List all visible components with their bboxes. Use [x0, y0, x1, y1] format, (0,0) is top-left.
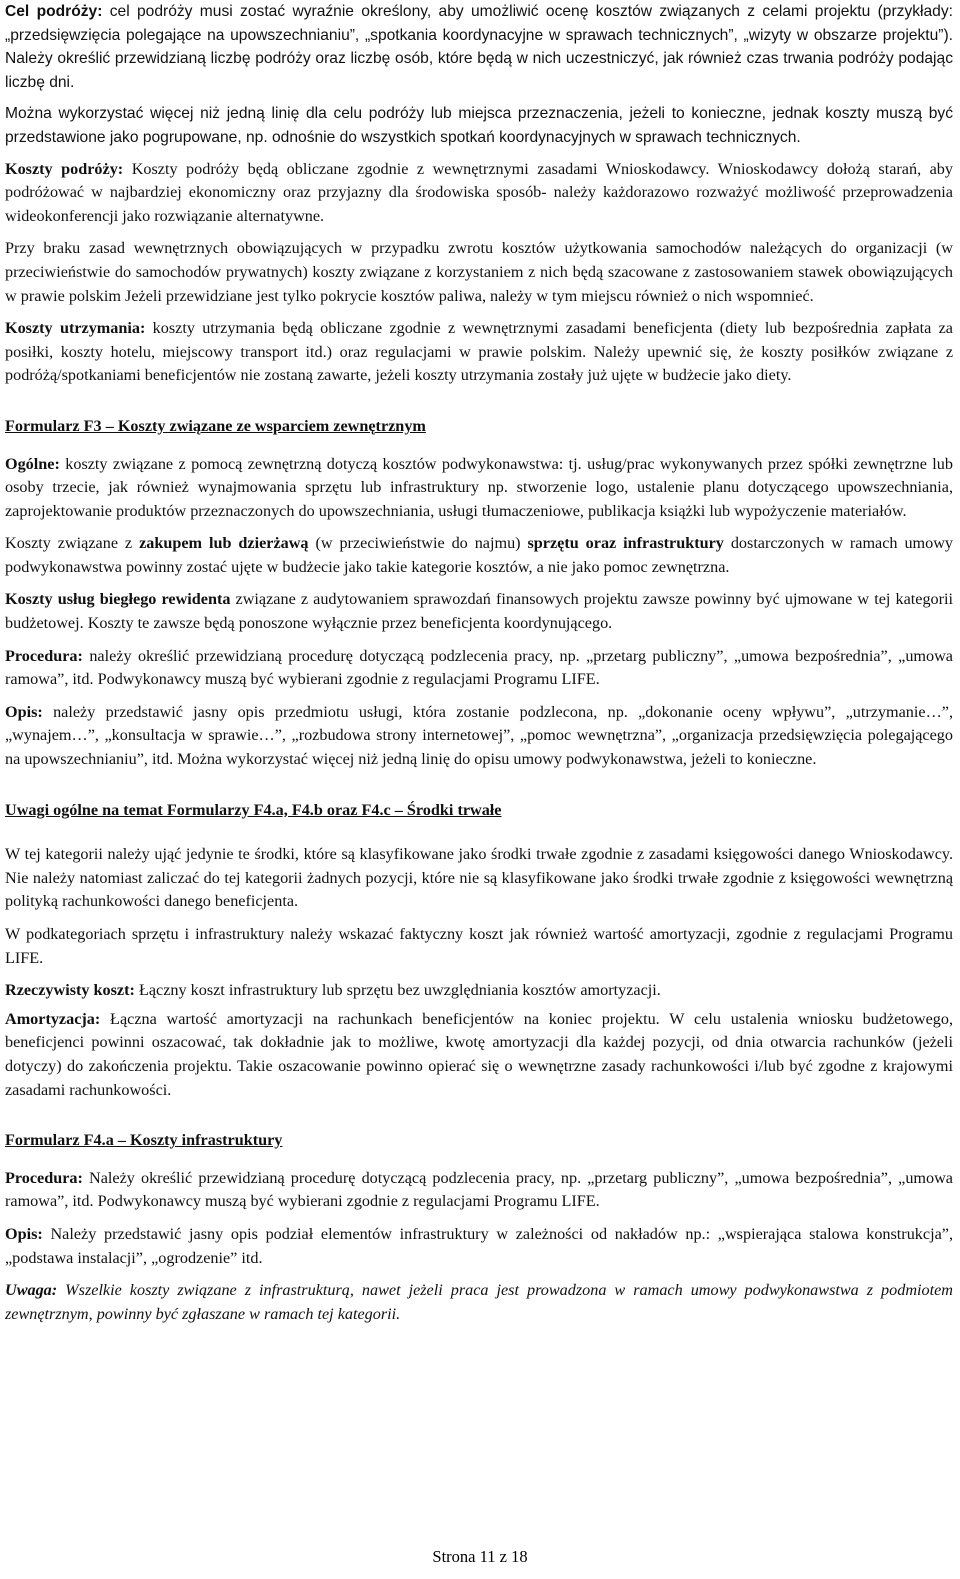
label-procedure-f3: Procedura: [5, 646, 83, 665]
label-travel-purpose: Cel podróży: [5, 3, 103, 20]
document-page [5, 0, 953, 1335]
text-fixed-assets-category: W tej kategorii należy ująć jedynie te środki, które są klasyfikowane jako środki trwałe zgodnie z zasadami księgowości danego Wnioskodawcy. Nie należy natomiast zaliczać do tej kategorii żadnych pozycji, które nie są klasyfikowane jako środki trwałe zgodnie z księgowości wewnętrzną polityką rachunkowości danego beneficjenta. [5, 845, 953, 911]
text-description-f4a: Należy przedstawić jasny opis podział elementów infrastruktury w zależności od nakładów np.: „wspierająca stalowa konstrukcja”, „podstawa instalacji”, „ogrodzenie” itd. [5, 1224, 953, 1267]
label-general: Ogólne: [5, 454, 60, 473]
heading-form-f3: Formularz F3 – Koszty związane ze wsparciem zewnętrznym [5, 416, 426, 435]
paragraph-actual-cost [5, 979, 953, 1003]
text-travel-purpose: cel podróży musi zostać wyraźnie określony, aby umożliwić ocenę kosztów związanych z celami projektu (przykłady: „przedsięwzięcia polegające na upowszechnianiu”, „spotkania koordynacyjne w sprawach technicznych”, „wizyty w obszarze projektu”). Należy określić przewidzianą liczbę podróży oraz liczbę osób, które będą w nich uczestniczyć, jak również czas trwania podróży podając liczbę dni. [5, 3, 953, 91]
text-procedure-f4a: Należy określić przewidzianą procedurę dotyczącą podzlecenia pracy, np. „przetarg publiczny”, „umowa bezpośrednia”, „umowa ramowa”, itd. Podwykonawcy muszą być wybierani zgodnie z regulacjami Programu LIFE. [5, 1168, 953, 1211]
paragraph-subsistence-costs [5, 317, 953, 388]
label-description-f3: Opis: [5, 702, 43, 721]
paragraph-general [5, 453, 953, 524]
text-depreciation: Łączna wartość amortyzacji na rachunkach beneficjentów na koniec projektu. W celu ustalenia wniosku budżetowego, beneficjenci powinni oszacować, tak dokładnie jak to możliwe, kwotę amortyzacji dla każdej pozycji, od dnia otwarcia rachunków (jeżeli dotyczy) do zakończenia projektu. Takie oszacowanie powinno opierać się o wewnętrzne zasady rachunkowości i/lub być zgodne z krajowymi zasadami rachunkowości. [5, 1009, 953, 1099]
text-purchase-lease-1: Koszty związane z [5, 534, 140, 553]
paragraph-travel-costs [5, 158, 953, 229]
paragraph-fixed-assets-category [5, 843, 953, 914]
text-car-usage: Przy braku zasad wewnętrznych obowiązujących w przypadku zwrotu kosztów użytkowania samochodów należących do organizacji (w przeciwieństwie do samochodów prywatnych) koszty związane z korzystaniem z nich będą szacowane z zastosowaniem stawek obowiązujących w prawie polskim Jeżeli przewidziane jest tylko pokrycie kosztów paliwa, należy w tym miejscu również o nich wspomnieć. [5, 239, 953, 305]
label-travel-costs: Koszty podróży: [5, 159, 124, 178]
label-note: Uwaga: [5, 1281, 58, 1300]
paragraph-auditor-costs [5, 588, 953, 635]
paragraph-procedure-f3 [5, 645, 953, 692]
text-actual-cost: Łączny koszt infrastruktury lub sprzętu bez uwzględniania kosztów amortyzacji. [134, 981, 661, 1000]
label-auditor-costs: Koszty usług biegłego rewidenta [5, 590, 231, 609]
bold-equipment-infrastructure: sprzętu oraz infrastruktury [527, 534, 724, 553]
text-procedure-f3: należy określić przewidzianą procedurę dotyczącą podzlecenia pracy, np. „przetarg publiczny”, „umowa bezpośrednia”, „umowa ramowa”, itd. Podwykonawcy muszą być wybierani zgodnie z regulacjami Programu LIFE. [5, 646, 953, 689]
paragraph-depreciation [5, 1008, 953, 1102]
label-procedure-f4a: Procedura: [5, 1168, 83, 1187]
text-auditor-costs: związane z audytowaniem sprawozdań finansowych projektu zawsze powinny być ujmowane w tej kategorii budżetowej. Koszty te zawsze będą ponoszone wyłącznie przez beneficjenta koordynującego. [5, 590, 954, 633]
paragraph-description-f3 [5, 701, 953, 772]
text-general: koszty związane z pomocą zewnętrzną dotyczą kosztów podwykonawstwa: tj. usług/prac wykonywanych przez spółki zewnętrzne lub osoby trzecie, jak również wynajmowania sprzętu lub infrastruktury np. stworzenie logo, ustalenie planu dotyczącego upowszechniania, zaprojektowanie produktów przeznaczonych do upowszechniania, usługi tłumaczeniowe, publikacja książki lub wypożyczenie materiałów. [5, 454, 953, 520]
label-description-f4a: Opis: [5, 1224, 43, 1243]
text-description-f3: należy przedstawić jasny opis przedmiotu usługi, która zostanie podzlecona, np. „dokonanie oceny wpływu”, „utrzymanie…”, „wynajem…”, „konsultacja w sprawie…”, „rozbudowa strony internetowej”, „pomoc wewnętrzna”, „organizacja przedsięwzięcia polegającego na upowszechnianiu”, itd. Można wykorzystać więcej niż jedną linię do opisu umowy podwykonawstwa, jeżeli to konieczne. [5, 702, 953, 769]
heading-form-f4a: Formularz F4.a – Koszty infrastruktury [5, 1131, 283, 1150]
text-multiple-lines: Można wykorzystać więcej niż jedną linię dla celu podróży lub miejsca przeznaczenia, jeżeli to konieczne, jednak koszty muszą być przedstawione jako pogrupowane, np. odnośnie do wszystkich spotkań koordynacyjnych w sprawach technicznych. [5, 105, 953, 146]
bold-purchase-lease: zakupem lub dzierżawą [139, 534, 309, 553]
text-travel-costs: Koszty podróży będą obliczane zgodnie z wewnętrznymi zasadami Wnioskodawcy. Wnioskodawcy dołożą starań, aby podróżować w najbardziej ekonomiczny oraz przyjazny dla środowiska sposób- należy każdorazowo rozważyć możliwość przeprowadzenia wideokonferencji jako rozwiązanie alternatywne. [5, 159, 953, 225]
paragraph-travel-purpose [5, 0, 953, 94]
paragraph-note [5, 1279, 953, 1326]
text-purchase-lease-3: dostarczonych w ramach umowy podwykonawstwa powinny zostać ujęte w budżecie jako takie kategorie kosztów, a nie jako pomoc zewnętrzna. [5, 534, 954, 576]
paragraph-description-f4a [5, 1223, 953, 1270]
paragraph-procedure-f4a [5, 1167, 953, 1214]
text-note: Wszelkie koszty związane z infrastrukturą, nawet jeżeli praca jest prowadzona w ramach umowy podwykonawstwa z podmiotem zewnętrznym, powinny być zgłaszane w ramach tej kategorii. [5, 1281, 953, 1323]
label-depreciation: Amortyzacja: [5, 1009, 101, 1028]
page-number-footer: Strona 11 z 18 [432, 1547, 528, 1566]
label-subsistence-costs: Koszty utrzymania: [5, 319, 146, 338]
text-subcategories: W podkategoriach sprzętu i infrastruktury należy wskazać faktyczny koszt jak również wartość amortyzacji, zgodnie z regulacjami Programu LIFE. [5, 925, 953, 967]
paragraph-car-usage [5, 237, 953, 308]
heading-fixed-assets: Uwagi ogólne na temat Formularzy F4.a, F4.b oraz F4.c – Środki trwałe [5, 800, 502, 819]
paragraph-subcategories [5, 923, 953, 970]
paragraph-multiple-lines [5, 102, 953, 149]
text-purchase-lease-2: (w przeciwieństwie do najmu) [308, 534, 528, 553]
label-actual-cost: Rzeczywisty koszt: [5, 981, 135, 1000]
paragraph-purchase-lease [5, 532, 953, 579]
text-subsistence-costs: koszty utrzymania będą obliczane zgodnie z wewnętrznymi zasadami beneficjenta (diety lub bezpośrednia zapłata za posiłki, koszty hotelu, miejscowy transport itd.) oraz regulacjami w prawie polskim. Należy upewnić się, że koszty posiłków związane z podróżą/spotkaniami beneficjentów nie zostaną zawarte, jeżeli koszty utrzymania zostały już ujęte w budżecie jako diety. [5, 319, 953, 385]
